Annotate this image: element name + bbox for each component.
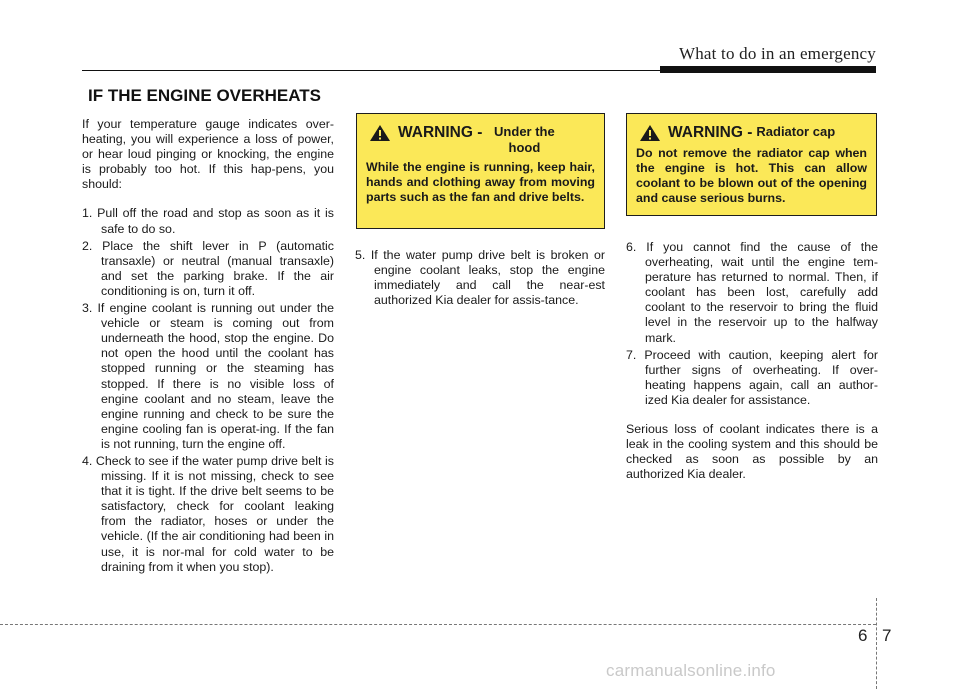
step-7: 7. Proceed with caution, keeping alert for further signs of overheating. If over-heating happens again, call an author-ized Kia dealer for assistance. (626, 347, 878, 407)
column-middle (355, 248, 605, 310)
warning-heading (366, 124, 595, 156)
warning-subject: Radiator cap (756, 124, 836, 139)
page-divider (876, 598, 877, 689)
step-5: 5. If the water pump drive belt is broken or engine coolant leaks, stop the engine immediately and call the near-est authorized Kia dealer for assis-tance. (355, 248, 605, 308)
warning-body: Do not remove the radiator cap when the engine is hot. This can allow coolant to be blown out of the opening and cause serious burns. (636, 146, 867, 206)
warning-box-radiator-cap (626, 113, 877, 216)
step-1: 1. Pull off the road and stop as soon as it is safe to do so. (82, 206, 334, 236)
warning-heading (636, 124, 867, 142)
closing-paragraph: Serious loss of coolant indicates there is a leak in the cooling system and this should be checked as soon as possible by an authorized Kia dealer. (626, 422, 878, 482)
header-rule-bar (660, 66, 876, 73)
warning-keyword: WARNING - (668, 124, 753, 141)
intro-paragraph: If your temperature gauge indicates over-heating, you will experience a loss of power, or hear loud pinging or knocking, the engine is probably too hot. If this hap-pens, you should: (82, 117, 334, 192)
page-number: 7 (882, 626, 892, 645)
warning-triangle-icon (639, 124, 661, 142)
step-4: 4. Check to see if the water pump drive belt is missing. If it is not missing, check to see that it is tight. If the drive belt seems to be satisfactory, check for coolant leaking from the radiator, hoses or under the vehicle. (If the air conditioning had been in use, it is nor-mal for cold water to be draining from it when you stop). (82, 453, 334, 574)
warning-keyword: WARNING - (398, 124, 483, 141)
column-left (82, 117, 334, 577)
footer-rule (0, 624, 876, 625)
watermark: carmanualsonline.info (606, 661, 776, 680)
step-2: 2. Place the shift lever in P (automatic transaxle) or neutral (manual transaxle) and set the parking brake. If the air conditioning is on, turn it off. (82, 238, 334, 298)
section-title: IF THE ENGINE OVERHEATS (88, 86, 321, 105)
column-right (626, 240, 878, 482)
header-title: What to do in an emergency (678, 44, 876, 63)
warning-box-under-the-hood (356, 113, 605, 229)
page-chapter-number: 6 (858, 626, 868, 645)
warning-triangle-icon (369, 124, 391, 142)
warning-body: While the engine is running, keep hair, hands and clothing away from moving parts such as the fan and drive belts. (366, 160, 595, 205)
step-3: 3. If engine coolant is running out under the vehicle or steam is coming out from underneath the hood, stop the engine. Do not open the hood until the coolant has stopped running or the steaming has stopped. If there is no visible loss of engine coolant and no steam, leave the engine running and check to be sure the engine cooling fan is operat-ing. If the fan is not running, turn the engine off. (82, 301, 334, 451)
step-6: 6. If you cannot find the cause of the overheating, wait until the engine tem-perature has returned to normal. Then, if coolant has been lost, carefully add coolant to the reservoir to bring the fluid level in the reservoir up to the halfway mark. (626, 240, 878, 345)
warning-subject: Under the hood (494, 124, 555, 155)
